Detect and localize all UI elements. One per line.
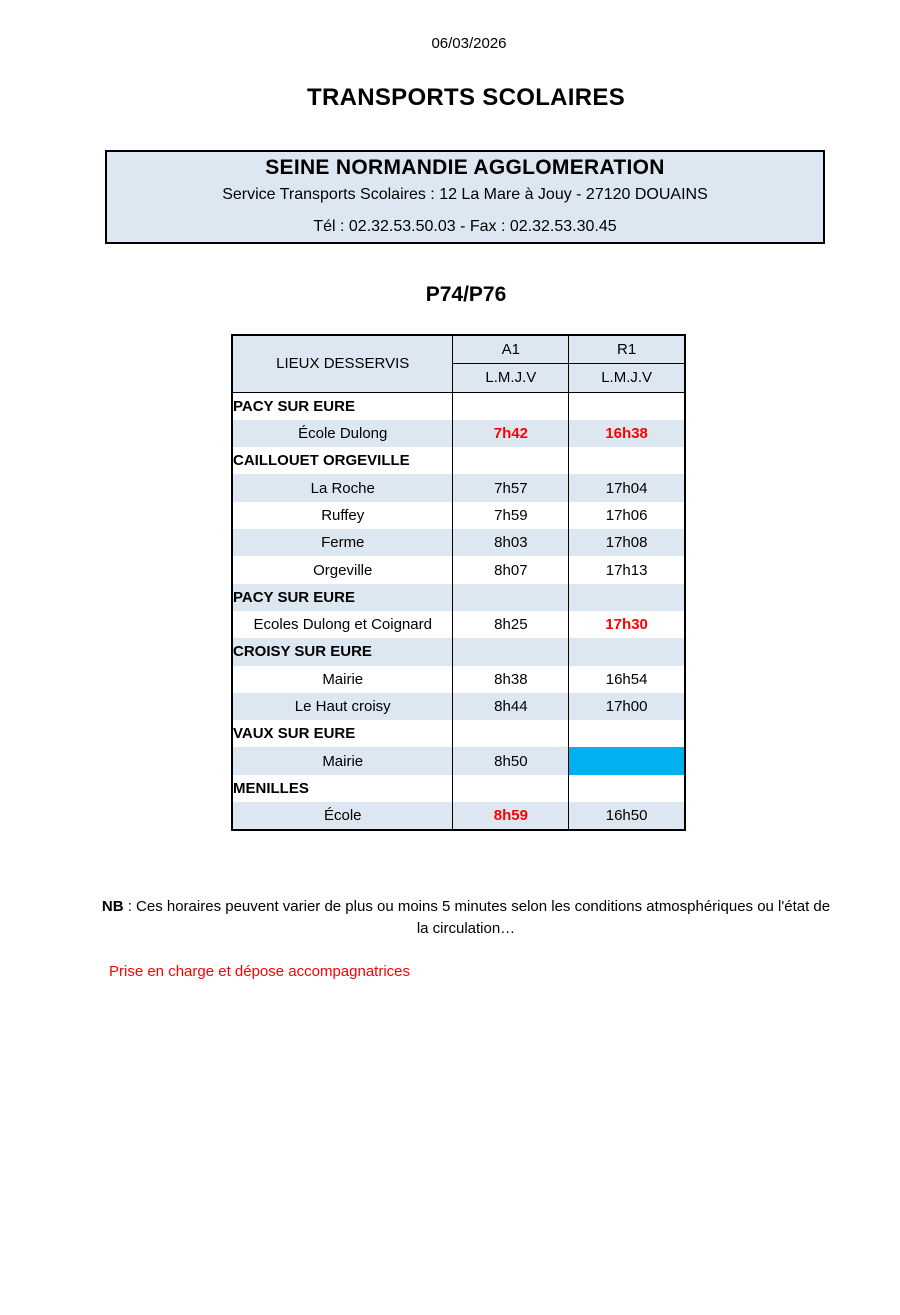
- agency-contact: Tél : 02.32.53.50.03 - Fax : 02.32.53.30.45: [313, 218, 617, 235]
- time-r1: 17h30: [569, 611, 685, 638]
- commune-name: MENILLES: [232, 775, 453, 802]
- nb-text: : Ces horaires peuvent varier de plus ou moins 5 minutes selon les conditions atmosphériques ou l'état de la circulation…: [123, 898, 831, 937]
- time-a1: 8h25: [453, 611, 569, 638]
- stop-name: École: [232, 802, 453, 830]
- table-row: [232, 474, 685, 501]
- time-a1: [453, 638, 569, 665]
- time-r1: 16h54: [569, 666, 685, 693]
- table-row: [232, 693, 685, 720]
- time-a1: [453, 775, 569, 802]
- document-date: 06/03/2026: [431, 35, 507, 52]
- time-r1: [569, 447, 685, 474]
- stop-name: Mairie: [232, 747, 453, 774]
- days-a1: L.M.J.V: [453, 364, 569, 392]
- table-row: [232, 802, 685, 830]
- stop-name: Mairie: [232, 666, 453, 693]
- time-r1: 17h06: [569, 502, 685, 529]
- stop-name: Orgeville: [232, 556, 453, 583]
- time-r1: 17h04: [569, 474, 685, 501]
- stop-name: La Roche: [232, 474, 453, 501]
- time-r1: 16h38: [569, 420, 685, 447]
- table-row: [232, 611, 685, 638]
- commune-name: CAILLOUET ORGEVILLE: [232, 447, 453, 474]
- table-row: [232, 420, 685, 447]
- days-r1: L.M.J.V: [569, 364, 685, 392]
- commune-row: [232, 720, 685, 747]
- table-row: [232, 747, 685, 774]
- nb-notice: [96, 896, 836, 940]
- time-r1: 17h08: [569, 529, 685, 556]
- commune-name: CROISY SUR EURE: [232, 638, 453, 665]
- time-r1: [569, 720, 685, 747]
- page-title: TRANSPORTS SCOLAIRES: [306, 84, 626, 111]
- time-r1: [569, 392, 685, 420]
- time-a1: 7h57: [453, 474, 569, 501]
- nb-label: NB: [101, 898, 124, 915]
- commune-name: VAUX SUR EURE: [232, 720, 453, 747]
- commune-row: [232, 584, 685, 611]
- time-r1: 17h00: [569, 693, 685, 720]
- time-r1: 17h13: [569, 556, 685, 583]
- agency-address: Service Transports Scolaires : 12 La Mare à Jouy - 27120 DOUAINS: [222, 186, 708, 203]
- time-a1: 8h38: [453, 666, 569, 693]
- line-code: P74/P76: [425, 283, 507, 306]
- commune-row: [232, 638, 685, 665]
- agency-name: SEINE NORMANDIE AGGLOMERATION: [265, 156, 665, 179]
- time-a1: [453, 584, 569, 611]
- time-r1: 16h50: [569, 802, 685, 830]
- time-a1: [453, 392, 569, 420]
- time-a1: 7h42: [453, 420, 569, 447]
- time-a1: [453, 447, 569, 474]
- header-r1: R1: [569, 335, 685, 364]
- commune-row: [232, 447, 685, 474]
- stop-name: Ecoles Dulong et Coignard: [232, 611, 453, 638]
- time-r1: [569, 584, 685, 611]
- stop-name: Ruffey: [232, 502, 453, 529]
- time-a1: 8h03: [453, 529, 569, 556]
- table-row: [232, 502, 685, 529]
- escort-note: Prise en charge et dépose accompagnatrices: [109, 963, 411, 980]
- stop-name: École Dulong: [232, 420, 453, 447]
- table-row: [232, 556, 685, 583]
- header-stops: LIEUX DESSERVIS: [232, 335, 453, 392]
- table-header-row: [232, 335, 685, 364]
- time-a1: 8h44: [453, 693, 569, 720]
- commune-row: [232, 392, 685, 420]
- time-a1: [453, 720, 569, 747]
- header-a1: A1: [453, 335, 569, 364]
- time-a1: 8h07: [453, 556, 569, 583]
- stop-name: Le Haut croisy: [232, 693, 453, 720]
- time-a1: 7h59: [453, 502, 569, 529]
- table-row: [232, 666, 685, 693]
- time-a1: 8h50: [453, 747, 569, 774]
- schedule-table: [231, 334, 686, 831]
- time-r1: [569, 638, 685, 665]
- stop-name: Ferme: [232, 529, 453, 556]
- time-r1: [569, 775, 685, 802]
- table-row: [232, 529, 685, 556]
- agency-box: [105, 150, 825, 244]
- time-a1: 8h59: [453, 802, 569, 830]
- commune-row: [232, 775, 685, 802]
- commune-name: PACY SUR EURE: [232, 584, 453, 611]
- no-service-cell: [569, 747, 685, 774]
- commune-name: PACY SUR EURE: [232, 392, 453, 420]
